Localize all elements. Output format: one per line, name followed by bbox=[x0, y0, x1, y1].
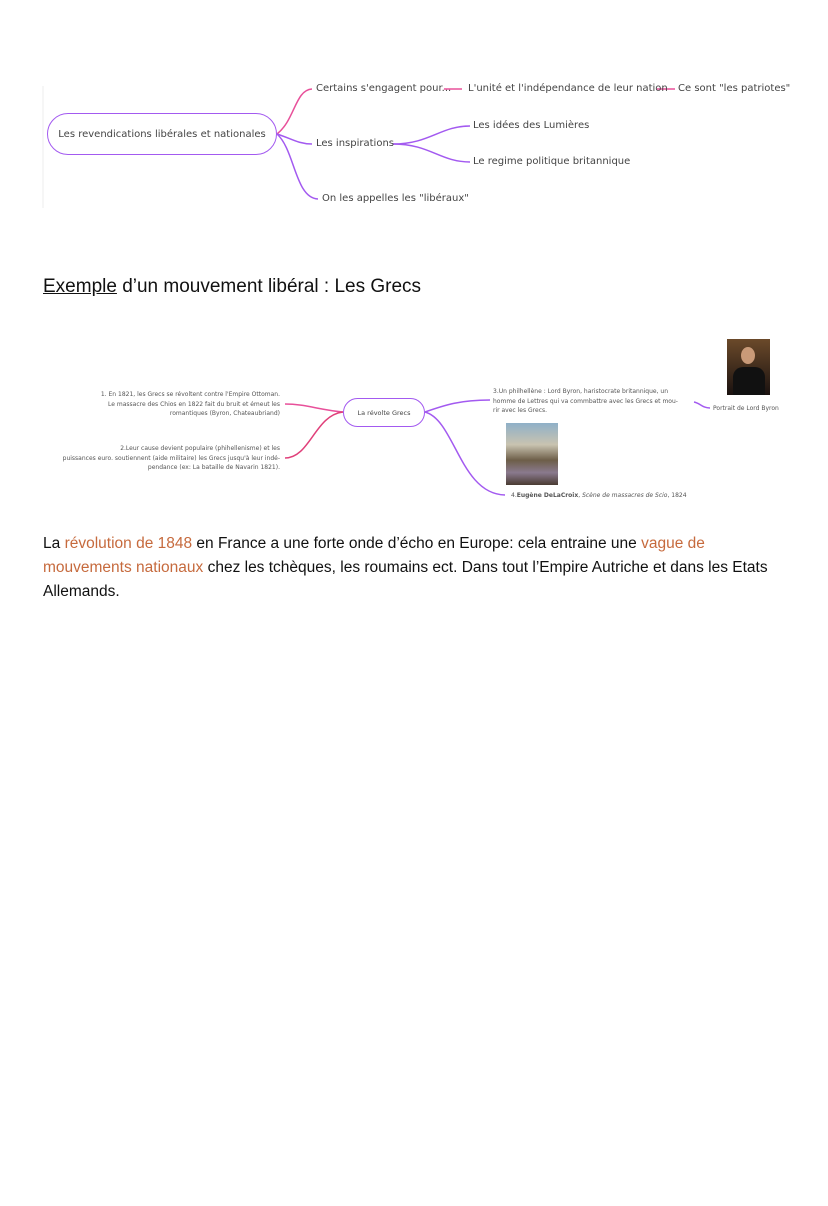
text-line: puissances euro. soutiennent (aide militaire) les Grecs jusqu'à leur indé- bbox=[62, 454, 280, 462]
text-line: 3.Un philhellène : Lord Byron, haristocrate britannique, un bbox=[493, 388, 669, 395]
text: La bbox=[43, 535, 65, 552]
lord-byron-portrait-image bbox=[727, 339, 770, 395]
text: , 1824 bbox=[667, 492, 687, 499]
mindmap1-branch1: Certains s'engagent pour... bbox=[316, 83, 452, 94]
mindmap1-branch2-child2: Le regime politique britannique bbox=[473, 156, 631, 167]
text: 4. bbox=[511, 492, 517, 499]
mindmap2-right1-child: Portrait de Lord Byron bbox=[713, 405, 779, 412]
heading-underlined: Exemple bbox=[43, 276, 117, 297]
mindmap1-branch3: On les appelles les "libéraux" bbox=[322, 193, 469, 204]
paragraph bbox=[43, 532, 793, 604]
highlight: vague de mouvements nationaux bbox=[43, 535, 705, 576]
mindmap2-left1 bbox=[40, 390, 280, 419]
text-line: pendance (ex: La bataille de Navarin 1821). bbox=[147, 464, 280, 471]
mindmap1-root: Les revendications libérales et nationales bbox=[47, 113, 277, 155]
text-line: rir avec les Grecs. bbox=[493, 407, 548, 414]
mindmap-connectors bbox=[0, 0, 828, 520]
mindmap1-branch2: Les inspirations bbox=[316, 138, 394, 149]
text-line: Le massacre des Chios en 1822 fait du bruit et émeut les bbox=[108, 400, 280, 408]
mindmap1-branch1-grandchild: Ce sont "les patriotes" bbox=[678, 83, 791, 94]
mindmap1-branch1-child: L'unité et l'indépendance de leur nation bbox=[468, 83, 668, 94]
mindmap2-right2 bbox=[511, 491, 687, 501]
mindmap2-left2 bbox=[20, 444, 280, 473]
text-line: homme de Lettres qui va commbattre avec les Grecs et mou- bbox=[493, 397, 678, 405]
heading-rest: d’un mouvement libéral : Les Grecs bbox=[116, 276, 422, 297]
text: en France a une forte onde d’écho en Europe: cela entraine une bbox=[192, 535, 642, 552]
text-line: 2.Leur cause devient populaire (phihellenisme) et les bbox=[120, 445, 280, 452]
text: , bbox=[578, 492, 583, 499]
section-heading bbox=[43, 276, 421, 298]
mindmap2-right1 bbox=[493, 387, 693, 416]
highlight: révolution de 1848 bbox=[64, 535, 193, 552]
text-line: romantiques (Byron, Chateaubriand) bbox=[169, 410, 280, 417]
mindmap2-root: La révolte Grecs bbox=[343, 398, 425, 427]
text: chez les tchèques, les roumains ect. Dans tout l’Empire Autriche et dans les Etats Allemands. bbox=[43, 559, 768, 600]
scio-massacre-painting-image bbox=[506, 423, 558, 485]
mindmap1-branch2-child1: Les idées des Lumières bbox=[473, 120, 590, 131]
painter-name: Eugène DeLaCroix bbox=[516, 492, 579, 499]
painting-title: Scène de massacres de Scio bbox=[582, 492, 668, 499]
text-line: 1. En 1821, les Grecs se révoltent contre l'Empire Ottoman. bbox=[100, 391, 280, 398]
